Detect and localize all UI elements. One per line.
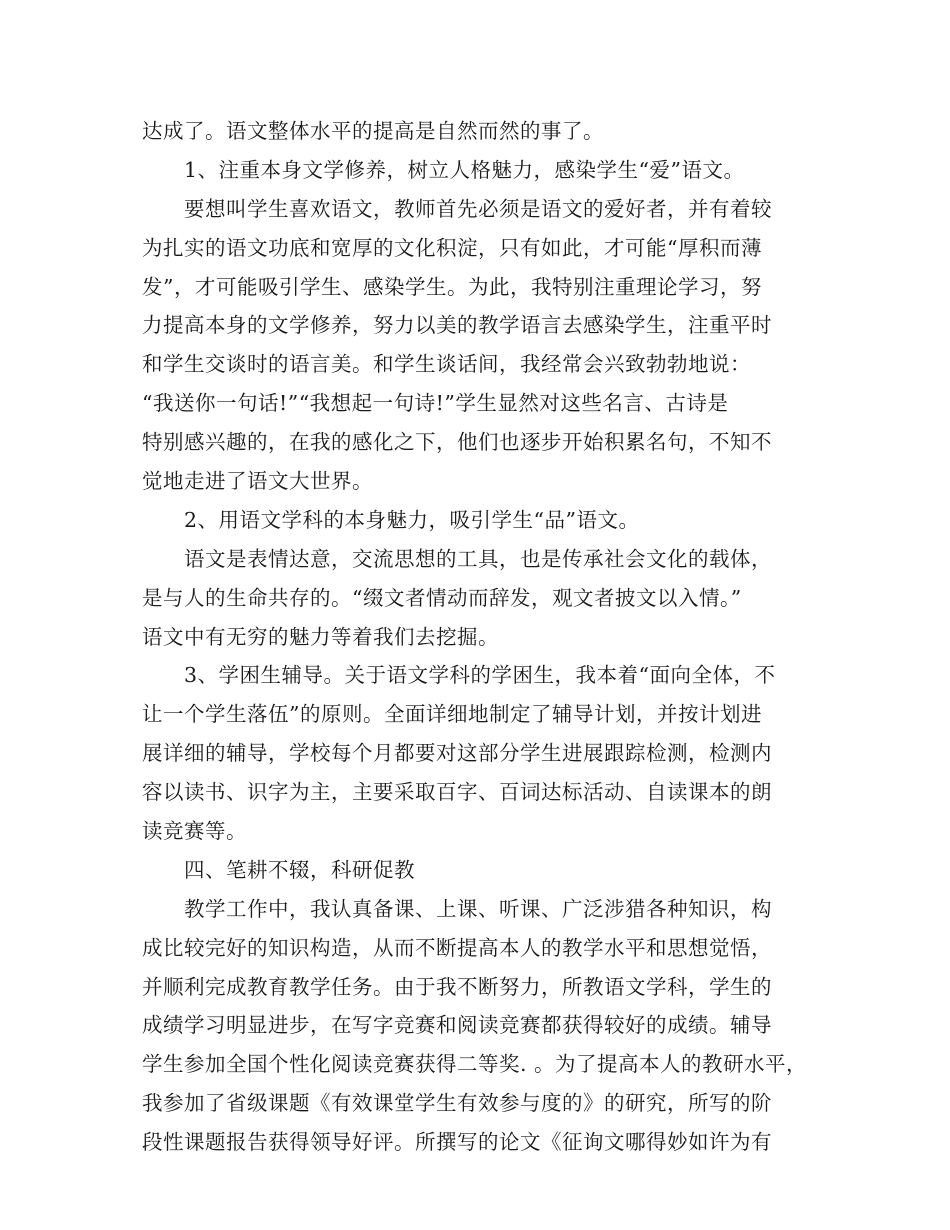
text-line: 为扎实的语文功底和宽厚的文化积淀，只有如此，才可能“厚积而薄 (142, 235, 762, 260)
text-line: 我参加了省级课题《有效课堂学生有效参与度的》的研究，所写的阶 (142, 1091, 772, 1116)
text-line: 容以读书、识字为主，主要采取百字、百词达标活动、自读课本的朗 (142, 780, 772, 805)
text-line: 语文是表情达意，交流思想的工具，也是传承社会文化的载体， (184, 546, 772, 571)
text-line: 教学工作中，我认真备课、上课、听课、广泛涉猎各种知识，构 (184, 896, 772, 921)
text-line: 是与人的生命共存的。“缀文者情动而辞发，观文者披文以入情。” (142, 585, 742, 610)
text-line: “我送你一句话!”“我想起一句诗!”学生显然对这些名言、古诗是 (142, 391, 729, 416)
document-body (142, 112, 812, 1162)
text-line: 成绩学习明显进步，在写字竞赛和阅读竞赛都获得较好的成绩。辅导 (142, 1013, 772, 1038)
text-line: 读竞赛等。 (142, 819, 247, 844)
text-line: 力提高本身的文学修养，努力以美的教学语言去感染学生，注重平时 (142, 313, 772, 338)
text-line: 四、笔耕不辍，科研促教 (184, 857, 415, 882)
text-line: 2、用语文学科的本身魅力，吸引学生“品”语文。 (184, 507, 640, 532)
text-line: 段性课题报告获得领导好评。所撰写的论文《征询文哪得妙如许为有 (142, 1130, 772, 1155)
text-line: 和学生交谈时的语言美。和学生谈话间，我经常会兴致勃勃地说： (142, 352, 751, 377)
text-line: 展详细的辅导，学校每个月都要对这部分学生进展跟踪检测，检测内 (142, 741, 772, 766)
text-line: 3、学困生辅导。关于语文学科的学困生，我本着“面向全体，不 (184, 663, 776, 688)
text-line: 并顺利完成教育教学任务。由于我不断努力，所教语文学科，学生的 (142, 974, 772, 999)
text-line: 学生参加全国个性化阅读竞赛获得二等奖. 。为了提高本人的教研水平， (142, 1052, 808, 1077)
text-line: 达成了。语文整体水平的提高是自然而然的事了。 (142, 119, 604, 143)
text-line: 语文中有无穷的魅力等着我们去挖掘。 (142, 624, 499, 649)
text-line: 觉地走进了语文大世界。 (142, 469, 373, 494)
text-line: 发”，才可能吸引学生、感染学生。为此，我特别注重理论学习，努 (142, 274, 762, 299)
text-line: 让一个学生落伍”的原则。全面详细地制定了辅导计划，并按计划进 (142, 702, 762, 727)
text-line: 成比较完好的知识构造，从而不断提高本人的教学水平和思想觉悟， (142, 935, 772, 960)
text-line: 特别感兴趣的，在我的感化之下，他们也逐步开始积累名句，不知不 (142, 430, 772, 455)
text-line: 要想叫学生喜欢语文，教师首先必须是语文的爱好者，并有着较 (184, 196, 772, 221)
text-line: 1、注重本身文学修养，树立人格魅力，感染学生“爱”语文。 (184, 157, 745, 182)
